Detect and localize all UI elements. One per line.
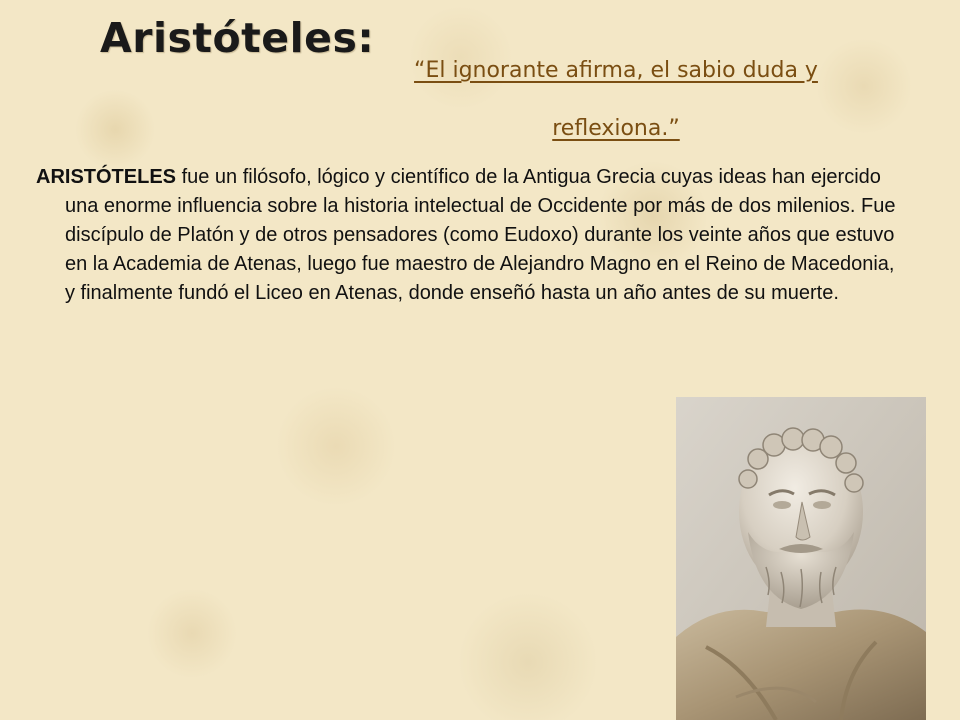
aristotle-bust-image	[676, 397, 926, 720]
body-text: fue un filósofo, lógico y científico de la Antigua Grecia cuyas ideas han ejercido una enorme influencia sobre la historia intelectual de Occidente por más de dos milenios. Fue discípulo de Platón y de otros pensadores (como Eudoxo) durante los veinte años que estuvo en la Academia de Atenas, luego fue maestro de Alejandro Magno en el Reino de Macedonia, y finalmente fundó el Liceo en Atenas, donde enseñó hasta un año antes de su muerte.	[65, 166, 896, 304]
body-paragraph	[36, 163, 907, 308]
bust-illustration	[676, 397, 926, 720]
body-bold-name: ARISTÓTELES	[36, 166, 177, 188]
quote-line-1[interactable]: “El ignorante afirma, el sabio duda y	[414, 58, 818, 83]
slide-title: Aristóteles:	[100, 14, 375, 62]
quote-link[interactable]	[376, 42, 856, 158]
quote-line-2[interactable]: reflexiona.”	[552, 116, 680, 141]
